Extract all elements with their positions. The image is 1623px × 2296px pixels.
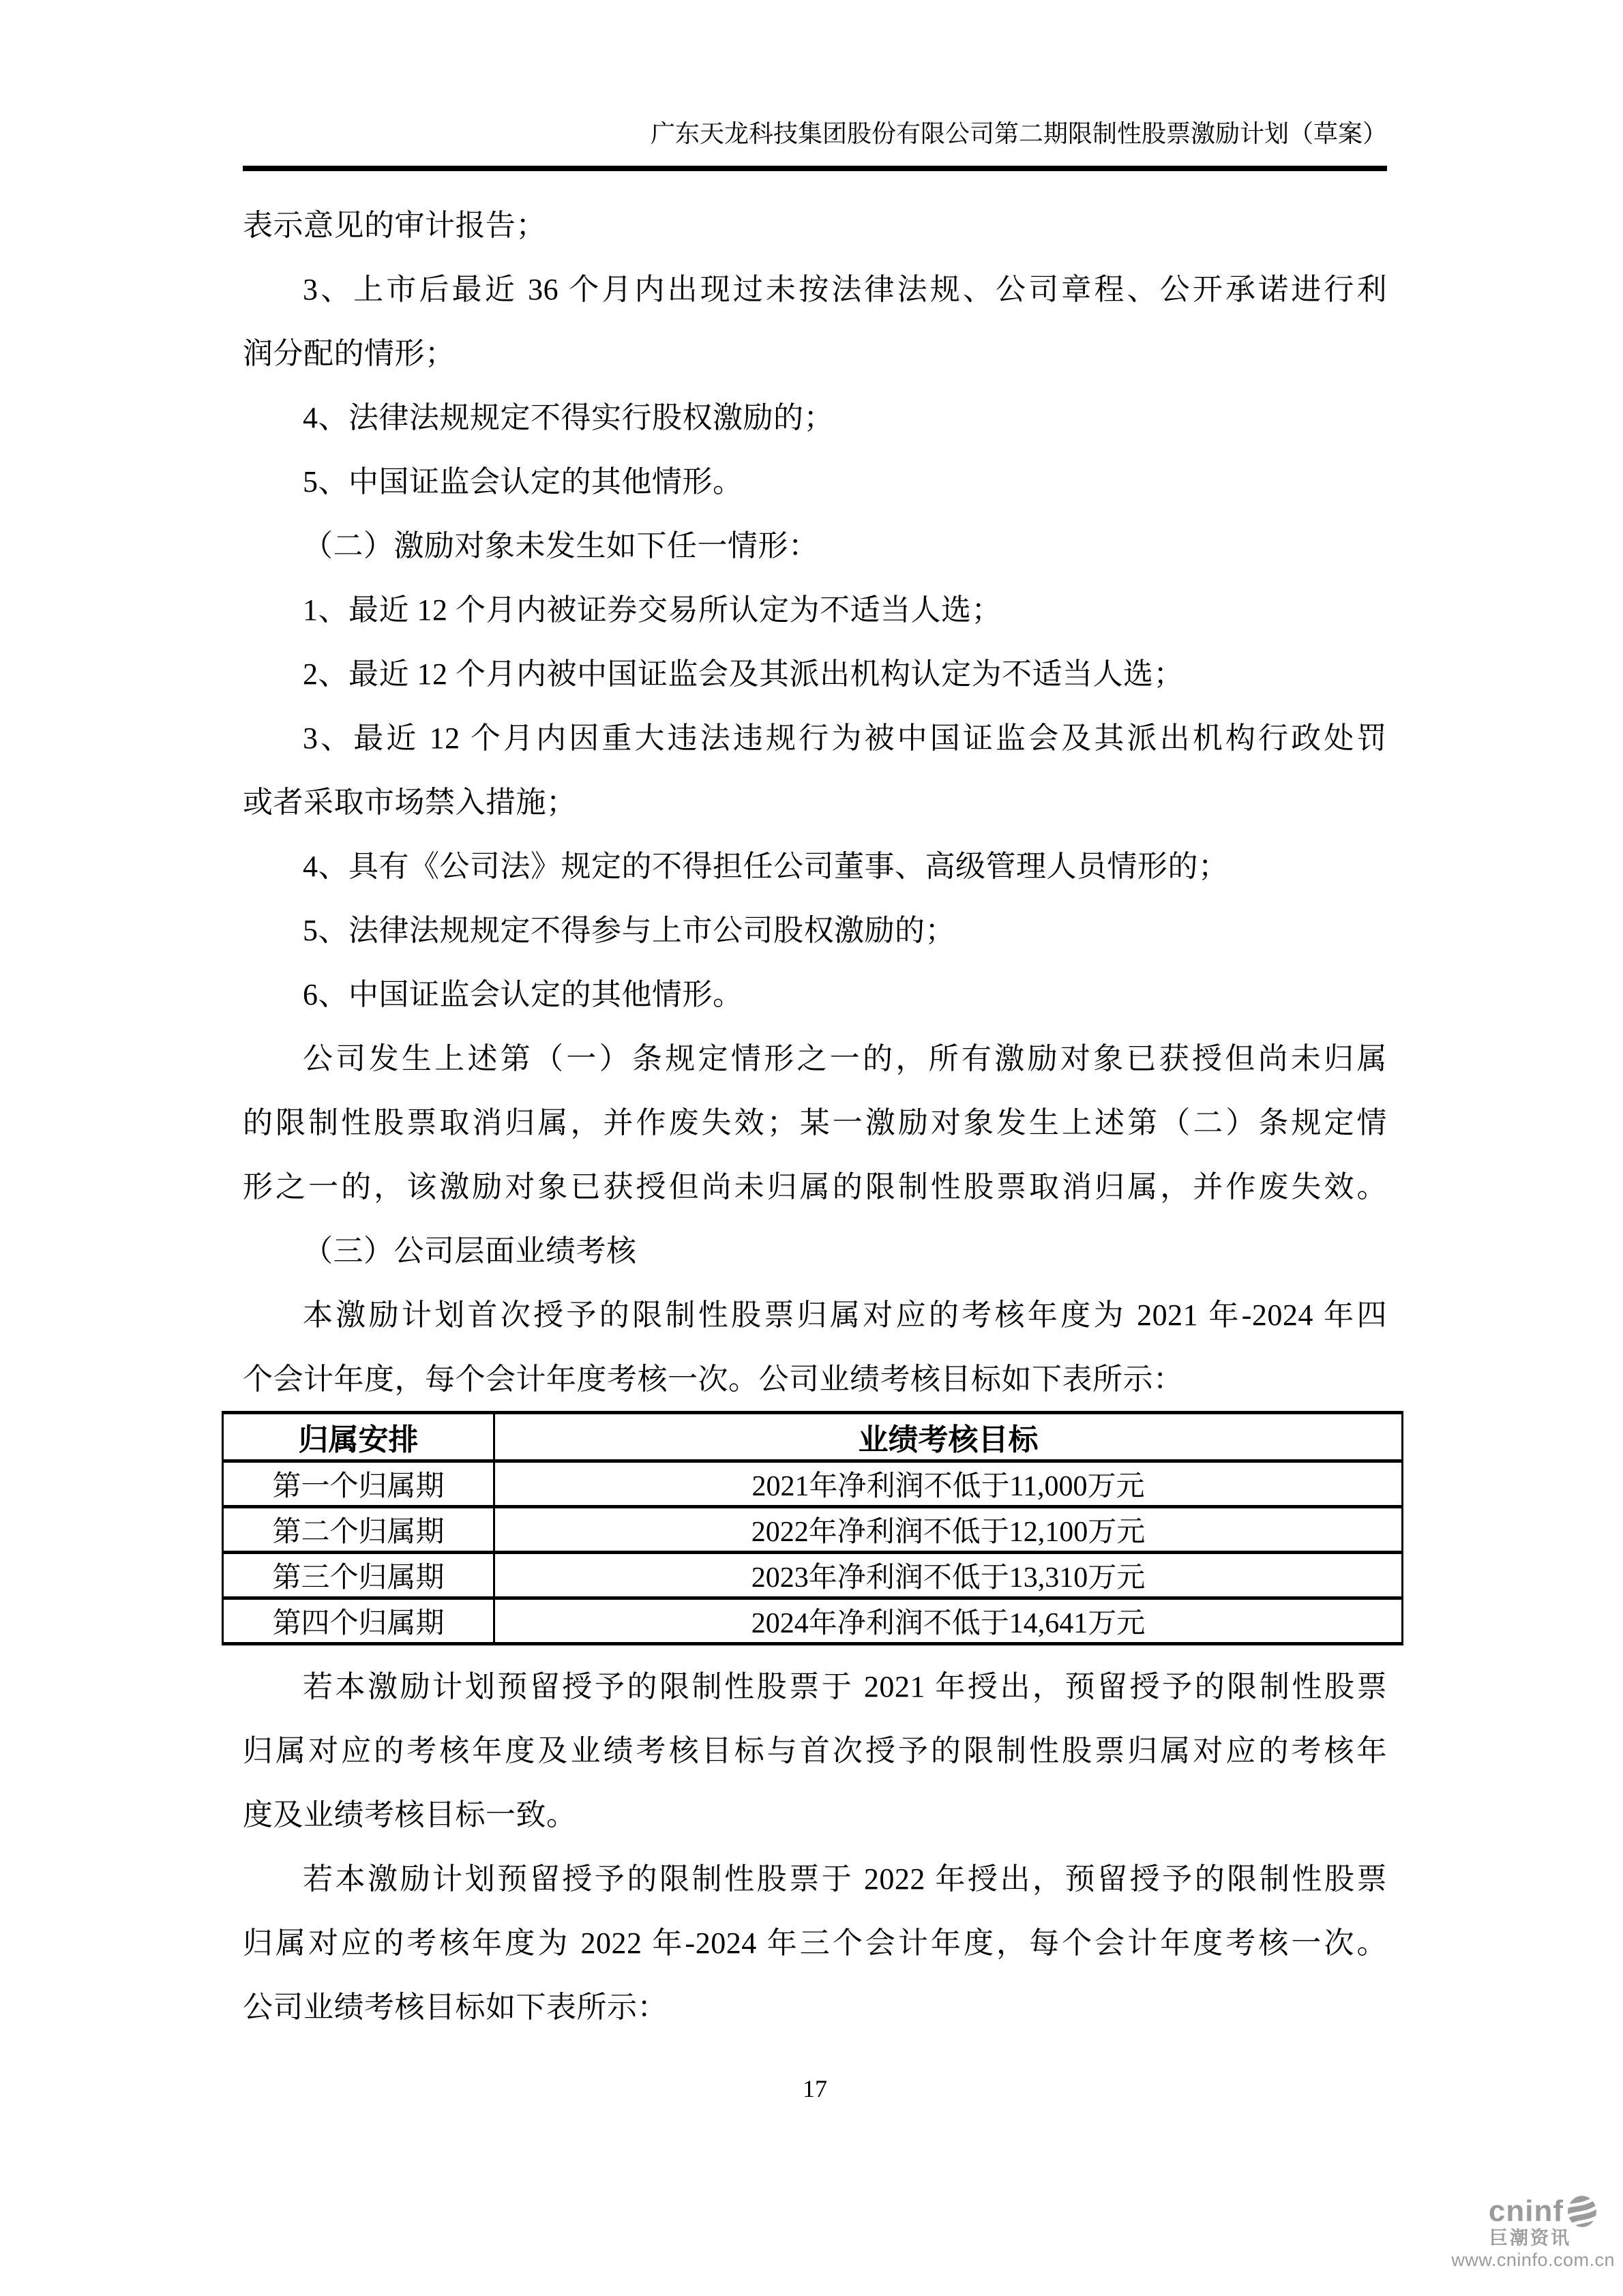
cell-performance-target: 2023年净利润不低于13,310万元 [494, 1553, 1403, 1598]
table-row [223, 1461, 1403, 1507]
cninfo-globe-icon [1567, 2195, 1597, 2228]
cell-vesting-period: 第二个归属期 [223, 1507, 494, 1553]
body-line: 或者采取市场禁入措施； [243, 786, 577, 819]
cninfo-logo [1451, 2195, 1615, 2270]
cell-vesting-period: 第一个归属期 [223, 1461, 494, 1507]
table-row [223, 1553, 1403, 1598]
header-rule [243, 166, 1387, 171]
body-line: 本激励计划首次授予的限制性股票归属对应的考核年度为 2021 年-2024 年四 [303, 1298, 1387, 1332]
cninfo-logo-text: cninf [1488, 2194, 1564, 2228]
body-line: 公司业绩考核目标如下表所示： [243, 1991, 668, 2024]
body-line: 5、中国证监会认定的其他情形。 [303, 465, 743, 498]
body-line: 归属对应的考核年度为 2022 年-2024 年三个会计年度，每个会计年度考核一次。 [243, 1926, 1387, 1960]
cell-performance-target: 2021年净利润不低于11,000万元 [494, 1461, 1403, 1507]
body-line: 公司发生上述第（一）条规定情形之一的，所有激励对象已获授但尚未归属 [303, 1042, 1387, 1075]
body-line: 3、上市后最近 36 个月内出现过未按法律法规、公司章程、公开承诺进行利 [303, 273, 1387, 306]
cell-vesting-period: 第四个归属期 [223, 1598, 494, 1644]
body-line: 2、最近 12 个月内被中国证监会及其派出机构认定为不适当人选； [303, 657, 1184, 691]
body-line: （三）公司层面业绩考核 [303, 1234, 637, 1268]
body-line: 5、法律法规规定不得参与上市公司股权激励的； [303, 914, 955, 947]
cninfo-logo-url: www.cninfo.com.cn [1451, 2250, 1615, 2270]
table-row [223, 1507, 1403, 1553]
body-line: 6、中国证监会认定的其他情形。 [303, 978, 743, 1011]
page-number: 17 [803, 2075, 827, 2102]
body-line: （二）激励对象未发生如下任一情形： [303, 529, 819, 563]
body-line: 若本激励计划预留授予的限制性股票于 2021 年授出，预留授予的限制性股票 [303, 1670, 1387, 1703]
body-line: 若本激励计划预留授予的限制性股票于 2022 年授出，预留授予的限制性股票 [303, 1862, 1387, 1896]
table-row [223, 1598, 1403, 1644]
body-line: 归属对应的考核年度及业绩考核目标与首次授予的限制性股票归属对应的考核年 [243, 1734, 1387, 1768]
table-body [223, 1461, 1403, 1644]
table-header-cell: 归属安排 [223, 1413, 494, 1461]
body-line: 形之一的，该激励对象已获授但尚未归属的限制性股票取消归属，并作废失效。 [243, 1170, 1387, 1204]
cell-performance-target: 2024年净利润不低于14,641万元 [494, 1598, 1403, 1644]
body-line: 个会计年度，每个会计年度考核一次。公司业绩考核目标如下表所示： [243, 1362, 1184, 1396]
body-line: 1、最近 12 个月内被证券交易所认定为不适当人选； [303, 593, 1002, 627]
cell-vesting-period: 第三个归属期 [223, 1553, 494, 1598]
performance-target-table [222, 1411, 1403, 1645]
body-line: 4、具有《公司法》规定的不得担任公司董事、高级管理人员情形的； [303, 850, 1229, 883]
body-line: 的限制性股票取消归属，并作废失效；某一激励对象发生上述第（二）条规定情 [243, 1106, 1387, 1139]
body-line: 度及业绩考核目标一致。 [243, 1798, 577, 1832]
body-line: 4、法律法规规定不得实行股权激励的； [303, 401, 834, 434]
cninfo-logo-row [1451, 2195, 1597, 2228]
page-header-title: 广东天龙科技集团股份有限公司第二期限制性股票激励计划（草案） [650, 120, 1387, 147]
table-header-row [223, 1413, 1403, 1461]
body-line: 3、最近 12 个月内因重大违法违规行为被中国证监会及其派出机构行政处罚 [303, 721, 1387, 755]
table-header-cell: 业绩考核目标 [494, 1413, 1403, 1461]
paragraph-block-2 [243, 1655, 1387, 2040]
body-line: 润分配的情形； [243, 337, 456, 370]
body-line: 表示意见的审计报告； [243, 209, 546, 242]
cell-performance-target: 2022年净利润不低于12,100万元 [494, 1507, 1403, 1553]
cninfo-logo-subtext: 巨潮资讯 [1489, 2228, 1571, 2248]
paragraph-block-1 [243, 194, 1387, 1412]
